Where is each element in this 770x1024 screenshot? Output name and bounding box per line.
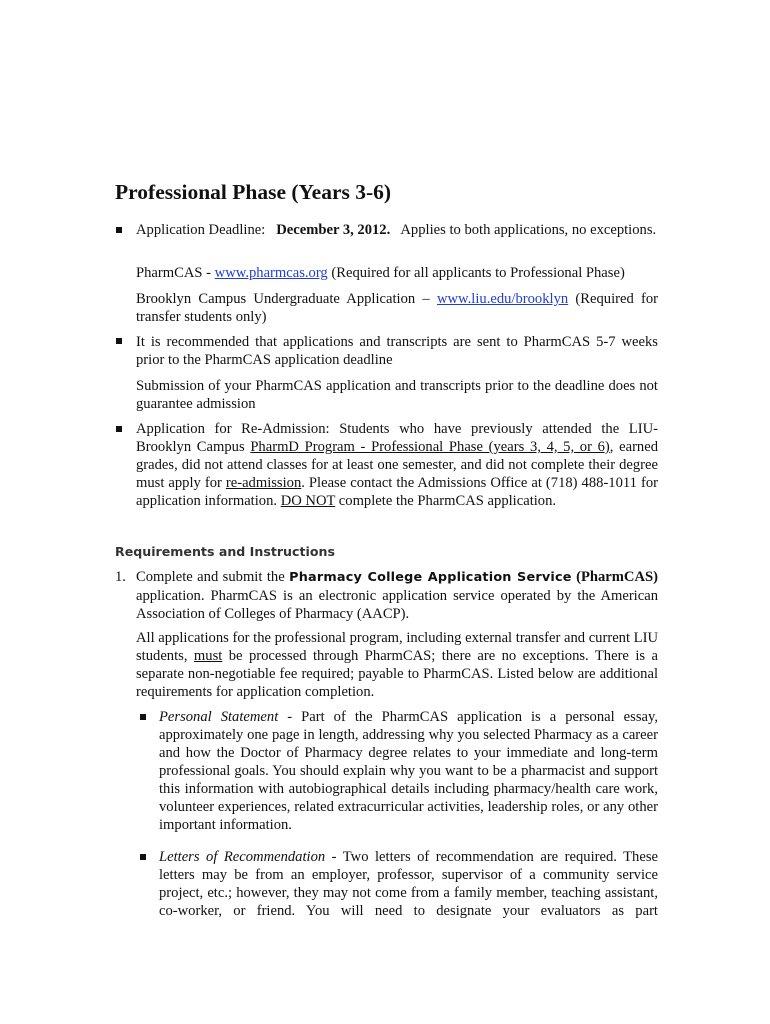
brooklyn-label: Brooklyn Campus Undergraduate Application – — [136, 291, 437, 307]
pharmcas-note: (Required for all applicants to Professional Phase) — [327, 265, 625, 281]
item-number: 1. — [115, 569, 126, 585]
bullet-icon — [116, 227, 122, 233]
item-text: be processed through PharmCAS; there are no exceptions. There is a separate non-negotiable fee required; payable to PharmCAS. Listed below are additional requirements for application completion. — [136, 648, 658, 700]
item-text: application. PharmCAS is an electronic application service operated by the American Association of Colleges of Pharmacy (AACP). — [136, 588, 658, 622]
pharmcas-link[interactable]: www.pharmcas.org — [214, 265, 328, 281]
readmission-paragraph — [136, 420, 658, 510]
bullet-icon — [140, 854, 146, 860]
recommendation-paragraph — [159, 848, 658, 938]
recommend-paragraph: It is recommended that applications and transcripts are sent to PharmCAS 5-7 weeks prior to the PharmCAS application deadline — [136, 334, 658, 368]
brooklyn-link[interactable]: www.liu.edu/brooklyn — [436, 291, 569, 307]
program-name: PharmD Program - Professional Phase (years 3, 4, 5, or 6) — [250, 439, 610, 455]
readmission-text: complete the PharmCAS application. — [335, 493, 557, 509]
bullet-icon — [116, 426, 122, 432]
bullet-icon — [116, 338, 122, 344]
pharmcas-item — [136, 568, 658, 623]
requirements-heading: Requirements and Instructions — [115, 544, 335, 559]
item-text: Complete and submit the — [136, 569, 290, 585]
recommendation-text: - Two letters of recommendation are required. These letters may be from an employer, professor, supervisor of a community service project, etc.; however, they may not come from a family member, teaching assistant, co-worker, or friend. You will need to designate your evaluators as part — [159, 849, 658, 919]
deadline-date: December 3, 2012. — [276, 222, 391, 238]
do-not-text: DO NOT — [280, 493, 336, 509]
personal-statement-label: Personal Statement — [159, 709, 279, 725]
readmission-text: Application for Re-Admission: Students who have previously attended the LIU-Brooklyn Campus — [136, 421, 658, 455]
pharmcas-label: PharmCAS - — [136, 265, 215, 281]
service-abbr: (PharmCAS) — [576, 569, 658, 585]
brooklyn-note: (Required for transfer students only) — [136, 291, 659, 325]
item-text: All applications for the professional program, including external transfer and current LIU students, — [136, 630, 658, 664]
pharmcas-line — [136, 264, 666, 282]
page-title: Professional Phase (Years 3-6) — [115, 180, 392, 204]
readmission-term: re-admission — [225, 475, 302, 491]
readmission-text: , earned grades, did not attend classes for at least one semester, and did not complete their degree must apply for — [136, 439, 659, 491]
applications-paragraph — [136, 629, 658, 701]
deadline-note: Applies to both applications, no exceptions. — [400, 222, 657, 238]
readmission-text: . Please contact the Admissions Office at (718) 488-1011 for application information. — [136, 475, 658, 509]
brooklyn-line — [136, 290, 658, 326]
bullet-icon — [140, 714, 146, 720]
deadline-label: Application Deadline: — [136, 222, 266, 238]
personal-statement-text: - Part of the PharmCAS application is a personal essay, approximately one page in length, addressing why you selected Pharmacy as a career and how the Doctor of Pharmacy degree relates to your immediate and long-term professional goals. You should explain why you want to be a pharmacist and support this information with autobiographical details including pharmacy/health care work, volunteer experiences, related extracurricular activities, leadership roles, or any other important information. — [159, 709, 658, 833]
recommendation-label: Letters of Recommendation — [159, 849, 326, 865]
deadline-paragraph — [136, 221, 658, 239]
personal-statement-paragraph — [159, 708, 658, 834]
must-text: must — [193, 648, 223, 664]
submission-paragraph: Submission of your PharmCAS application and transcripts prior to the deadline does not guarantee admission — [136, 378, 658, 412]
service-name: Pharmacy College Application Service — [289, 570, 572, 585]
